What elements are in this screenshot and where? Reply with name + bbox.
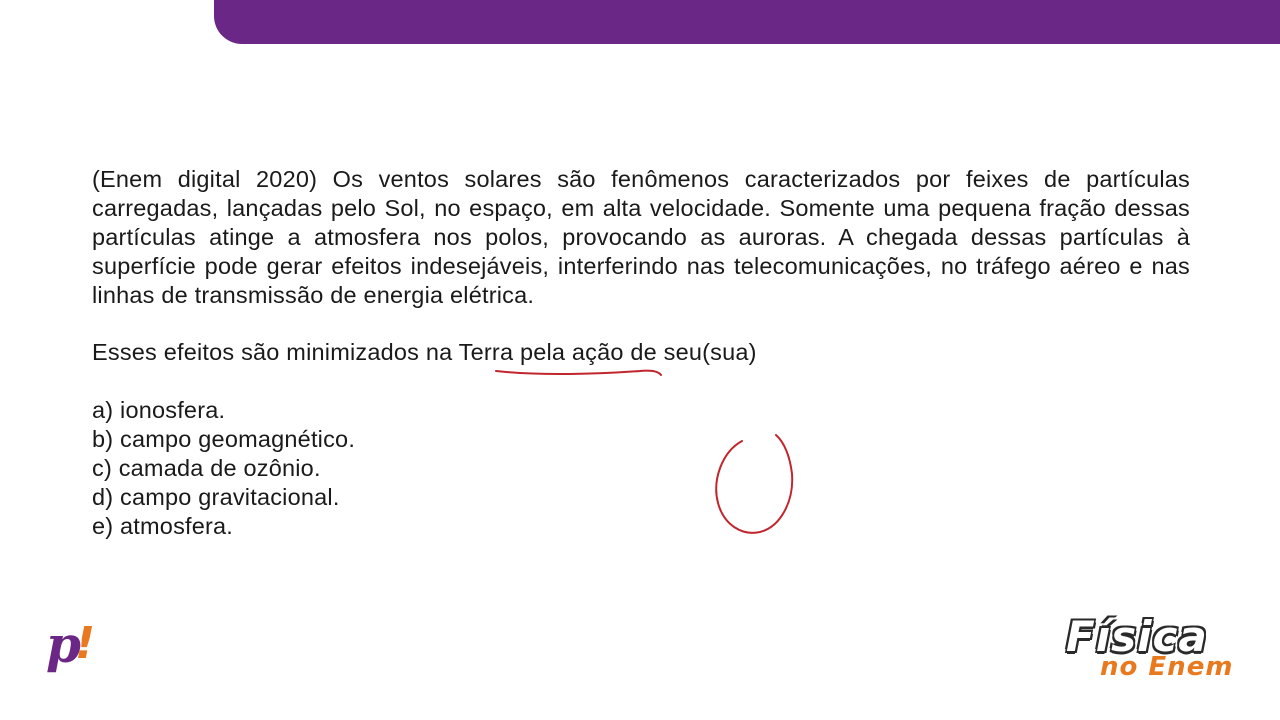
logo-p-letter: p <box>46 615 81 674</box>
option-c: c) camada de ozônio. <box>92 455 321 481</box>
logo-exclamation: ! <box>75 618 96 669</box>
logo-line-1: Física <box>1066 612 1208 661</box>
circle-annotation <box>716 435 792 533</box>
option-e: e) atmosfera. <box>92 513 234 539</box>
question-text: (Enem digital 2020) Os ventos solares são fenômenos caracterizados por feixes de partículas carregadas, lançadas pelo Sol, no espaço, em alta velocidade. Somente uma pequena fração dessas partículas atinge a atmosfera nos polos, provocando as auroras. A chegada dessas partículas à superfície pode gerar efeitos indesejáveis, interferindo nas telecomunicações, no tráfego aéreo e nas linhas de transmissão de energia elétrica. <box>92 166 1190 308</box>
underline-annotation <box>496 371 661 375</box>
fisica-no-enem-logo <box>1062 612 1242 692</box>
question-prompt: Esses efeitos são minimizados na Terra pela ação de seu(sua) <box>92 339 757 365</box>
option-a: a) ionosfera. <box>92 397 226 423</box>
logo-line-2: no Enem <box>1100 652 1234 682</box>
option-b: b) campo geomagnético. <box>92 426 356 452</box>
option-d: d) campo gravitacional. <box>92 484 340 510</box>
brand-logo <box>42 612 102 674</box>
